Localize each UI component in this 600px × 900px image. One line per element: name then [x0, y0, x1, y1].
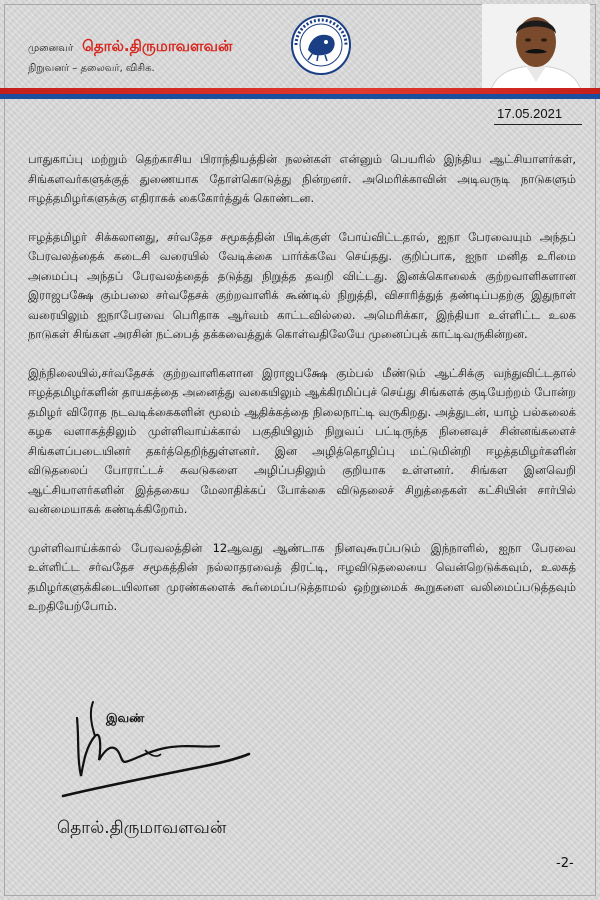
title-prefix: முனைவர் — [28, 43, 74, 54]
letterhead-name-row — [28, 36, 232, 57]
letterhead — [0, 0, 600, 100]
paragraph-2: ஈழத்தமிழர் சிக்கலானது, சர்வதேச சமூகத்தின் பிடிக்குள் போய்விட்டதால், ஐநா பேரவையும் அந்தப் பேரவலத்தைக் கடைசி வரையில் வேடிக்கை பார்க்கவே செய்தது. குறிப்பாக, ஐநா மனித உரிமை அமைப்பு அந்தப் பேரவலத்தைத் தடுத்து நிறுத்த தவறி விட்டது. இனக்கொலைக் குற்றவாளிகளான இராஜபக்ஷே கும்பலை சர்வதேசக் குற்றவாளிக் கூண்டில் நிறுத்தி, விசாரித்துத் தண்டிப்பதற்கு இதுநாள் வரையிலும் ஐநாபேரவை பெரிதாக ஆர்வம் காட்டவில்லை. அமெரிக்கா, இந்தியா உள்ளிட்ட உலக நாடுகள் சிங்கள அரசின் நட்பைத் தக்கவைத்துக் கொள்வதிலேயே முனைப்புக் காட்டிவருகின்றன. — [28, 229, 576, 341]
letter-date: 17.05.2021 — [497, 106, 563, 121]
paragraph-4: முள்ளிவாய்க்கால் பேரவலத்தின் 12ஆவது ஆண்டாக நினவுகூரப்படும் இந்நாளில், ஐநா பேரவை உள்ளிட்ட சர்வதேச சமூகத்தின் நல்லாதரவைத் திரட்டி, ஈழவிடுதலையை வென்றெடுக்கவும், உலகத் தமிழர்களுக்கிடையிலான முரண்களைக் கூர்மைப்படுத்தாமல் ஒற்றுமைக் கூறுகளை வலிமைப்படுத்தவும் உறதியேற்போம். — [28, 540, 576, 613]
header-blue-stripe — [0, 94, 600, 99]
leader-name: தொல்.திருமாவளவன் — [82, 37, 233, 55]
circular-emblem-icon — [290, 14, 352, 76]
person-portrait-photo — [482, 4, 590, 94]
date-underline — [494, 124, 582, 125]
handwritten-signature — [55, 688, 255, 808]
signatory-name: தொல்.திருமாவளவன் — [57, 818, 227, 838]
page-number: -2- — [556, 856, 574, 871]
signature-label: இவண் — [106, 711, 145, 725]
paragraph-1: பாதுகாப்பு மற்றும் தெற்காசிய பிராந்தியத்தின் நலன்கள் என்னும் பெயரில் இந்திய ஆட்சியாளர்கள், சிங்களவர்களுக்குத் துணையாக தோள்கொடுத்து நின்றனர். அமெரிக்காவின் அடிவருடி நாடுகளும் ஈழத்தமிழர்களுக்கு எதிராகக் கைகோர்த்துக் கொண்டன. — [28, 152, 576, 205]
leader-designation: நிறுவனர் – தலைவர், விசிக. — [28, 63, 155, 74]
paragraph-3: இந்நிலையில்,சர்வதேசக் குற்றவாளிகளான இராஜபக்ஷே கும்பல் மீண்டும் ஆட்சிக்கு வந்துவிட்டதால் ஈழத்தமிழர்களின் தாயகத்தை அனைத்து வகையிலும் ஆக்கிரமிப்புச் செய்து சிங்களக் குடியேற்றம் போன்ற தமிழர் விரோத நடவடிக்கைகளின் மூலம் ஆதிக்கத்தை நிலைநாட்டி வருகிறது. அத்துடன், யாழ் பல்கலைக் கழக வளாகத்திலும் முள்ளிவாய்க்கால் பகுதியிலும் நிறுவப் பட்டிருந்த நினைவுச் சின்னங்களைச் சிங்களப்படையினர் தகர்த்தெறிந்துள்ளனர். இன அழித்தொழிப்பு மட்டுமின்றி ஈழத்தமிழர்களின் விடுதலைப் போராட்டச் சுவடுகளை அழிப்பதிலும் குறியாக உள்ளனர். சிங்கள இனவெறி ஆட்சியாளர்களின் இத்தகைய மேலாதிக்கப் போக்கை விடுதலைச் சிறுத்தைகள் கட்சியின் சார்பில் வன்மையாகக் கண்டிக்கிறோம். — [28, 365, 576, 516]
letter-body — [28, 150, 576, 636]
